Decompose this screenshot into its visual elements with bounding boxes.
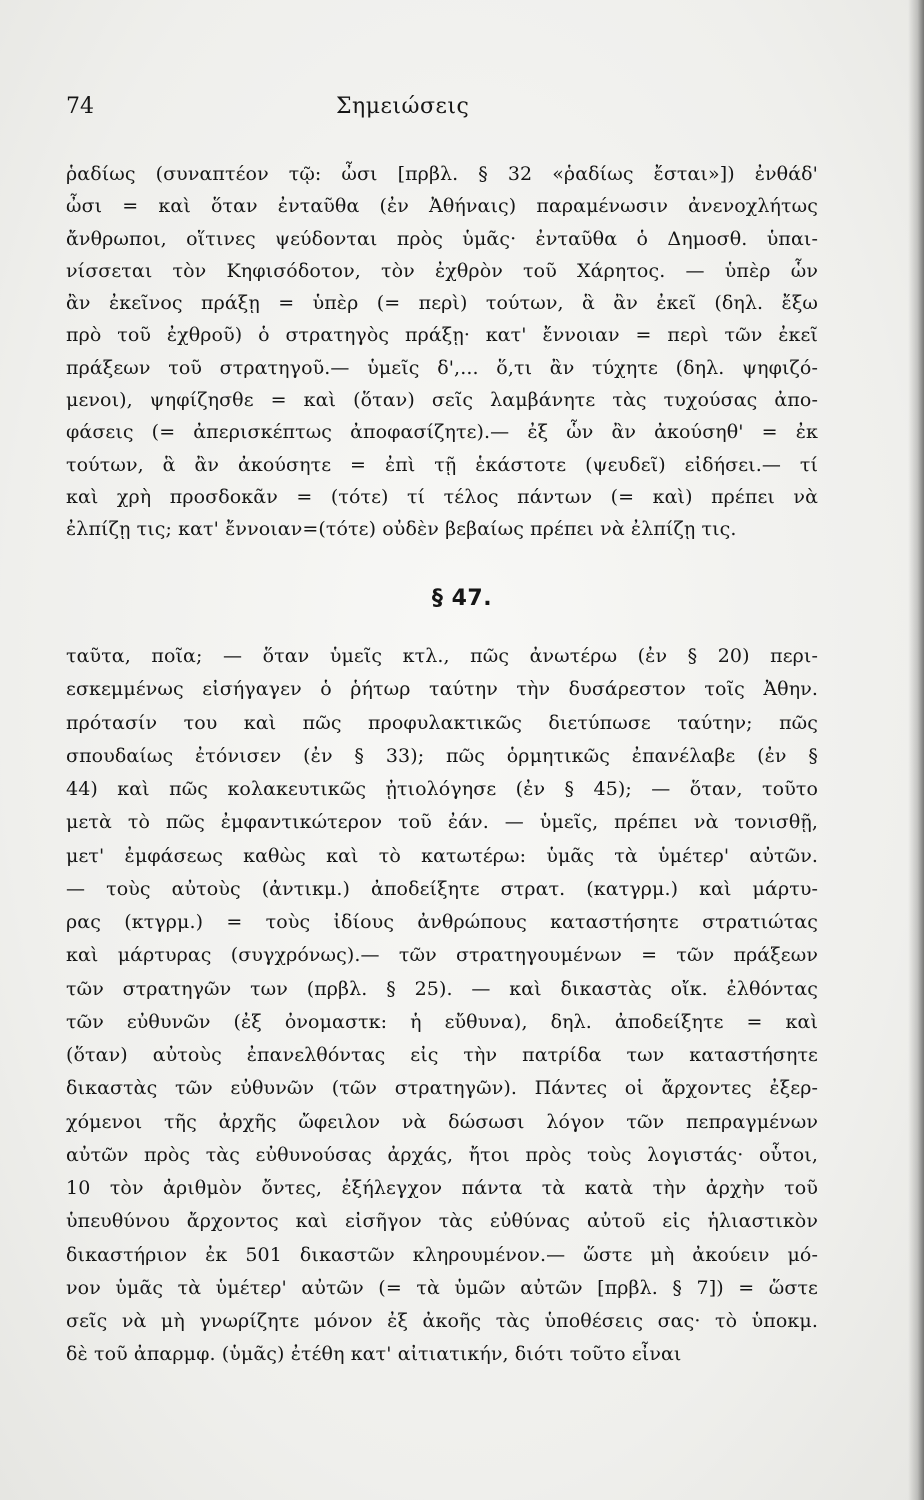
page-edge-shadow — [908, 0, 924, 1500]
section-heading: § 47. — [431, 586, 493, 611]
text-line: 44) καὶ πῶς κολακευτικῶς ᾐτιολόγησε (ἐν § 45); — ὅταν, τοῦτο — [66, 778, 818, 800]
text-line: πρὸ τοῦ ἐχθροῦ) ὁ στρατηγὸς πράξῃ· κατ' ἔννοιαν = περὶ τῶν ἐκεῖ — [66, 324, 818, 347]
text-line: ὑπευθύνου ἄρχοντος καὶ εἰσῆγον τὰς εὐθύνας αὐτοῦ εἰς ἡλιαστικὸν — [66, 1210, 818, 1233]
text-line: πράξεων τοῦ στρατηγοῦ.— ὑμεῖς δ',... ὅ,τι ἂν τύχητε (δηλ. ψηφιζό- — [66, 356, 818, 379]
text-line: νίσσεται τὸν Κηφισόδοτον, τὸν ἐχθρὸν τοῦ Χάρητος. — ὑπὲρ ὧν — [66, 259, 818, 282]
text-line: μετὰ τὸ πῶς ἐμφαντικώτερον τοῦ ἐάν. — ὑμεῖς, πρέπει νὰ τονισθῇ, — [66, 811, 818, 834]
text-line: εσκεμμένως εἰσήγαγεν ὁ ῥήτωρ ταύτην τὴν δυσάρεστον τοῖς Ἀθην. — [66, 678, 818, 701]
text-line: ῥαδίως (συναπτέον τῷ: ὦσι [πρβλ. § 32 «ῥαδίως ἔσται»]) ἐνθάδ' — [66, 163, 818, 185]
text-line: νον ὑμᾶς τὰ ὑμέτερ' αὐτῶν (= τὰ ὑμῶν αὐτῶν [πρβλ. § 7]) = ὥστε — [66, 1276, 818, 1299]
text-line: καὶ χρὴ προσδοκᾶν = (τότε) τί τέλος πάντων (= καὶ) πρέπει νὰ — [66, 485, 818, 508]
text-line: μετ' ἐμφάσεως καθὼς καὶ τὸ κατωτέρω: ὑμᾶς τὰ ὑμέτερ' αὐτῶν. — [66, 844, 818, 867]
text-line: δὲ τοῦ ἀπαρμφ. (ὑμᾶς) ἐτέθη κατ' αἰτιατικήν, διότι τοῦτο εἶναι — [66, 1343, 682, 1366]
text-line: ἄνθρωποι, οἵτινες ψεύδονται πρὸς ὑμᾶς· ἐνταῦθα ὁ Δημοσθ. ὑπαι- — [66, 227, 818, 250]
text-line: — τοὺς αὐτοὺς (ἀντικμ.) ἀποδείξητε στρατ. (κατγρμ.) καὶ μάρτυ- — [66, 877, 818, 900]
text-line: αὐτῶν πρὸς τὰς εὐθυνούσας ἀρχάς, ἤτοι πρὸς τοὺς λογιστάς· οὗτοι, — [66, 1143, 818, 1166]
text-line: ρας (κτγρμ.) = τοὺς ἰδίους ἀνθρώπους καταστήσητε στρατιώτας — [66, 911, 818, 933]
text-line: ταῦτα, ποῖα; — ὅταν ὑμεῖς κτλ., πῶς ἀνωτέρω (ἐν § 20) περι- — [66, 645, 818, 667]
paragraph-notes-46 — [66, 158, 818, 546]
text-line: (ὅταν) αὐτοὺς ἐπανελθόντας εἰς τὴν πατρίδα των καταστήσητε — [66, 1044, 818, 1066]
text-line: δικαστὰς τῶν εὐθυνῶν (τῶν στρατηγῶν). Πάντες οἱ ἄρχοντες ἐξερ- — [66, 1077, 818, 1100]
running-title: Σημειώσεις — [336, 94, 470, 119]
text-line: καὶ μάρτυρας (συγχρόνως).— τῶν στρατηγουμένων = τῶν πράξεων — [66, 944, 818, 967]
text-line: μενοι), ψηφίζησθε = καὶ (ὅταν) σεῖς λαμβάνητε τὰς τυχούσας ἀπο- — [66, 389, 818, 412]
text-line: 10 τὸν ἀριθμὸν ὄντες, ἐξήλεγχον πάντα τὰ κατὰ τὴν ἀρχὴν τοῦ — [66, 1177, 818, 1199]
text-line: τούτων, ἃ ἂν ἀκούσητε = ἐπὶ τῇ ἑκάστοτε (ψευδεῖ) εἰδήσει.— τί — [66, 453, 818, 476]
text-line: χόμενοι τῆς ἀρχῆς ὤφειλον νὰ δώσωσι λόγον τῶν πεπραγμένων — [66, 1110, 818, 1133]
text-line: ἂν ἐκεῖνος πράξῃ = ὑπὲρ (= περὶ) τούτων, ἃ ἂν ἐκεῖ (δηλ. ἔξω — [66, 292, 818, 315]
text-line: δικαστήριον ἐκ 501 δικαστῶν κληρουμένον.— ὥστε μὴ ἀκούειν μό- — [66, 1243, 818, 1266]
text-line: σπουδαίως ἐτόνισεν (ἐν § 33); πῶς ὁρμητικῶς ἐπανέλαβε (ἐν § — [66, 744, 818, 767]
text-line: ἐλπίζῃ τις; κατ' ἔννοιαν=(τότε) οὐδὲν βεβαίως πρέπει νὰ ἐλπίζῃ τις. — [66, 518, 737, 541]
text-line: σεῖς νὰ μὴ γνωρίζητε μόνον ἐξ ἀκοῆς τὰς ὑποθέσεις σας· τὸ ὑποκμ. — [66, 1310, 818, 1332]
text-line: ὦσι = καὶ ὅταν ἐνταῦθα (ἐν Ἀθήναις) παραμένωσιν ἀνενοχλήτως — [66, 195, 818, 218]
text-line: πρότασίν του καὶ πῶς προφυλακτικῶς διετύπωσε ταύτην; πῶς — [66, 711, 818, 734]
page-header — [66, 92, 820, 126]
paragraph-notes-47 — [66, 640, 818, 1372]
page-number: 74 — [66, 94, 94, 119]
text-line: τῶν εὐθυνῶν (ἐξ ὀνομαστκ: ἡ εὔθυνα), δηλ. ἀποδείξητε = καὶ — [66, 1010, 818, 1033]
text-line: τῶν στρατηγῶν των (πρβλ. § 25). — καὶ δικαστὰς οἴκ. ἐλθόντας — [66, 977, 818, 1000]
text-line: φάσεις (= ἀπερισκέπτως ἀποφασίζητε).— ἐξ ὧν ἂν ἀκούσηθ' = ἐκ — [66, 421, 818, 444]
